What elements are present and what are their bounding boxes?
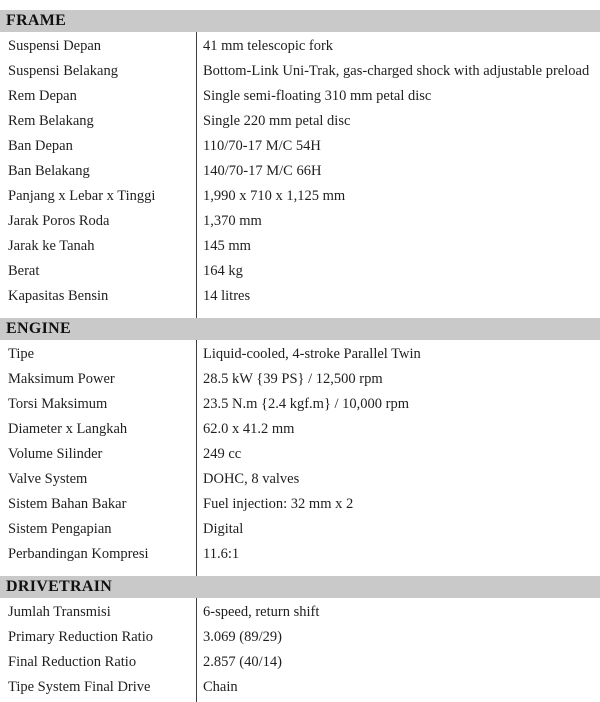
spec-value: Bottom-Link Uni-Trak, gas-charged shock with adjustable preload [203, 63, 590, 79]
spec-label: Kapasitas Bensin [8, 288, 109, 304]
spec-value: 14 litres [203, 288, 251, 304]
spec-value: 2.857 (40/14) [203, 654, 282, 670]
table-row [0, 600, 600, 625]
spec-value: 41 mm telescopic fork [203, 38, 334, 54]
spec-label: Volume Silinder [8, 446, 103, 462]
table-row [0, 134, 600, 159]
spec-value: Chain [203, 679, 238, 695]
spec-value: 140/70-17 M/C 66H [203, 163, 322, 179]
spec-label: Ban Depan [8, 138, 73, 154]
spec-value: 3.069 (89/29) [203, 629, 282, 645]
table-row [0, 625, 600, 650]
spec-label: Panjang x Lebar x Tinggi [8, 188, 156, 204]
spec-value: Single 220 mm petal disc [203, 113, 351, 129]
spec-label: Tipe [8, 346, 35, 362]
column-divider [196, 32, 197, 318]
section-header [0, 318, 600, 340]
spec-value: 164 kg [203, 263, 243, 279]
spec-label: Suspensi Depan [8, 38, 102, 54]
spec-value: 1,990 x 710 x 1,125 mm [203, 188, 346, 204]
spec-label: Ban Belakang [8, 163, 90, 179]
table-row [0, 159, 600, 184]
section-header [0, 576, 600, 598]
table-row [0, 109, 600, 134]
spec-label: Sistem Bahan Bakar [8, 496, 127, 512]
column-divider [196, 340, 197, 576]
table-row [0, 259, 600, 284]
spec-label: Perbandingan Kompresi [8, 546, 149, 562]
table-row [0, 650, 600, 675]
table-row [0, 367, 600, 392]
spec-label: Jarak Poros Roda [8, 213, 110, 229]
spec-label: Primary Reduction Ratio [8, 629, 153, 645]
spec-value: Liquid-cooled, 4-stroke Parallel Twin [203, 346, 421, 362]
section-rows [0, 32, 600, 318]
spec-section [0, 10, 600, 318]
spec-label: Diameter x Langkah [8, 421, 128, 437]
table-row [0, 84, 600, 109]
spec-label: Suspensi Belakang [8, 63, 118, 79]
spec-value: Fuel injection: 32 mm x 2 [203, 496, 354, 512]
section-header-label: FRAME [6, 12, 67, 29]
spec-value: 1,370 mm [203, 213, 262, 229]
spec-value: 110/70-17 M/C 54H [203, 138, 321, 154]
spec-label: Maksimum Power [8, 371, 115, 387]
spec-label: Final Reduction Ratio [8, 654, 137, 670]
spec-label: Jarak ke Tanah [8, 238, 95, 254]
spec-label: Jumlah Transmisi [8, 604, 111, 620]
spec-value: 23.5 N.m {2.4 kgf.m} / 10,000 rpm [203, 396, 410, 412]
table-row [0, 184, 600, 209]
table-row [0, 342, 600, 367]
section-header-label: DRIVETRAIN [6, 578, 113, 595]
spec-value: 6-speed, return shift [203, 604, 320, 620]
table-row [0, 34, 600, 59]
spec-value: 28.5 kW {39 PS} / 12,500 rpm [203, 371, 383, 387]
spec-value: 62.0 x 41.2 mm [203, 421, 295, 437]
table-row [0, 467, 600, 492]
table-row [0, 492, 600, 517]
spec-label: Torsi Maksimum [8, 396, 108, 412]
spec-label: Rem Belakang [8, 113, 94, 129]
section-header-label: ENGINE [6, 320, 71, 337]
spec-value: 145 mm [203, 238, 251, 254]
spec-label: Valve System [8, 471, 88, 487]
table-row [0, 392, 600, 417]
table-row [0, 542, 600, 567]
spec-value: 249 cc [203, 446, 242, 462]
section-header [0, 10, 600, 32]
table-row [0, 442, 600, 467]
spec-section [0, 318, 600, 576]
spec-value: Digital [203, 521, 244, 537]
table-row [0, 417, 600, 442]
spec-label: Tipe System Final Drive [8, 679, 151, 695]
spec-label: Sistem Pengapian [8, 521, 112, 537]
table-row [0, 234, 600, 259]
spec-section [0, 576, 600, 702]
table-row [0, 517, 600, 542]
spec-value: 11.6:1 [203, 546, 240, 562]
table-row [0, 675, 600, 700]
table-row [0, 284, 600, 309]
column-divider [196, 598, 197, 702]
spec-label: Rem Depan [8, 88, 77, 104]
section-rows [0, 598, 600, 702]
section-rows [0, 340, 600, 576]
table-row [0, 59, 600, 84]
spec-value: Single semi-floating 310 mm petal disc [203, 88, 432, 104]
spec-value: DOHC, 8 valves [203, 471, 300, 487]
table-row [0, 209, 600, 234]
spec-label: Berat [8, 263, 40, 279]
